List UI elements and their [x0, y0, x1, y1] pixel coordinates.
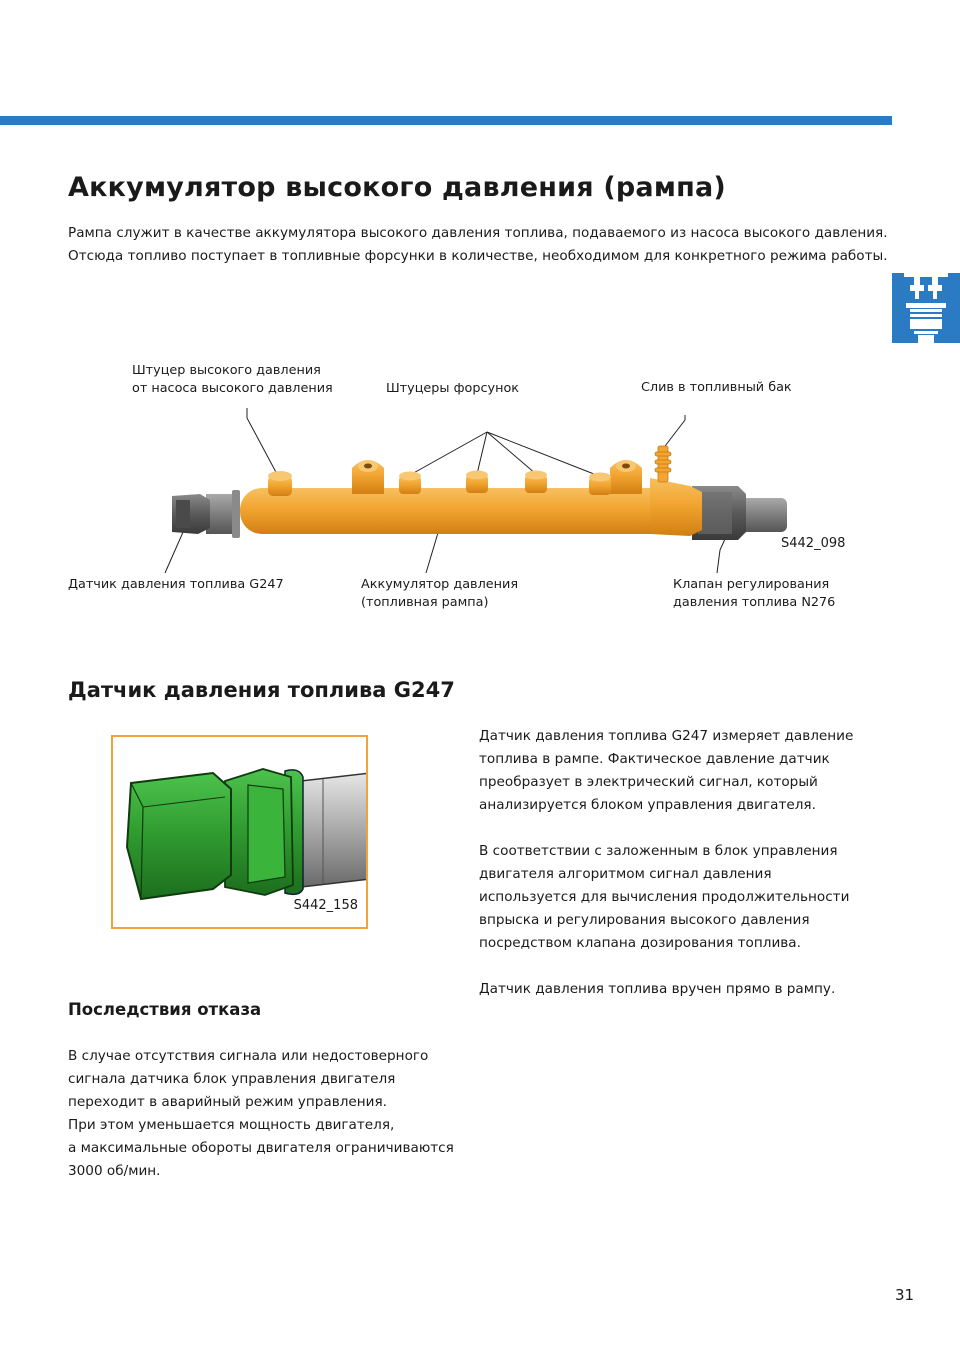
intro-line: Рампа служит в качестве аккумулятора высокого давления топлива, подаваемого из насоса высокого давления. [68, 225, 888, 241]
header-accent-bar [0, 116, 892, 125]
label-tank-return: Слив в топливный бак [641, 380, 792, 395]
section-title-failure: Последствия отказа [68, 1000, 262, 1019]
section-title-sensor: Датчик давления топлива G247 [68, 678, 455, 702]
intro-paragraph [68, 222, 888, 268]
chapter-tab [892, 273, 960, 343]
intro-line: Отсюда топливо поступает в топливные форсунки в количестве, необходимом для конкретного режима работы. [68, 248, 888, 264]
sensor-description [479, 725, 879, 1024]
engine-piston-icon [892, 273, 960, 343]
label-control-valve: Клапан регулирования давления топлива N276 [673, 577, 836, 610]
failure-paragraph: В случае отсутствия сигнала или недостоверного сигнала датчика блок управления двигателя переходит в аварийный режим управления. При этом уменьшается мощность двигателя, а максимальные обороты двигателя ограничиваются 3000 об/мин. [68, 1048, 454, 1179]
figure-code-sensor: S442_158 [293, 898, 358, 913]
paragraph: Датчик давления топлива G247 измеряет давление топлива в рампе. Фактическое давление датчик преобразует в электрический сигнал, который анализируется блоком управления двигателя. [479, 728, 854, 813]
label-injector-fittings: Штуцеры форсунок [386, 381, 520, 396]
label-hp-fitting: Штуцер высокого давления от насоса высокого давления [132, 363, 333, 396]
figure-code-rail: S442_098 [781, 536, 846, 551]
fuel-rail-illustration [0, 340, 960, 640]
paragraph: Датчик давления топлива вручен прямо в рампу. [479, 981, 836, 997]
sensor-figure [111, 735, 368, 929]
page-title: Аккумулятор высокого давления (рампа) [68, 172, 726, 203]
page-number: 31 [895, 1286, 915, 1304]
paragraph: В соответствии с заложенным в блок управления двигателя алгоритмом сигнал давления используется для вычисления продолжительности впрыска и регулирования высокого давления посредством клапана дозирования топлива. [479, 843, 850, 951]
label-pressure-sensor: Датчик давления топлива G247 [68, 577, 284, 592]
label-accumulator: Аккумулятор давления (топливная рампа) [361, 577, 519, 610]
